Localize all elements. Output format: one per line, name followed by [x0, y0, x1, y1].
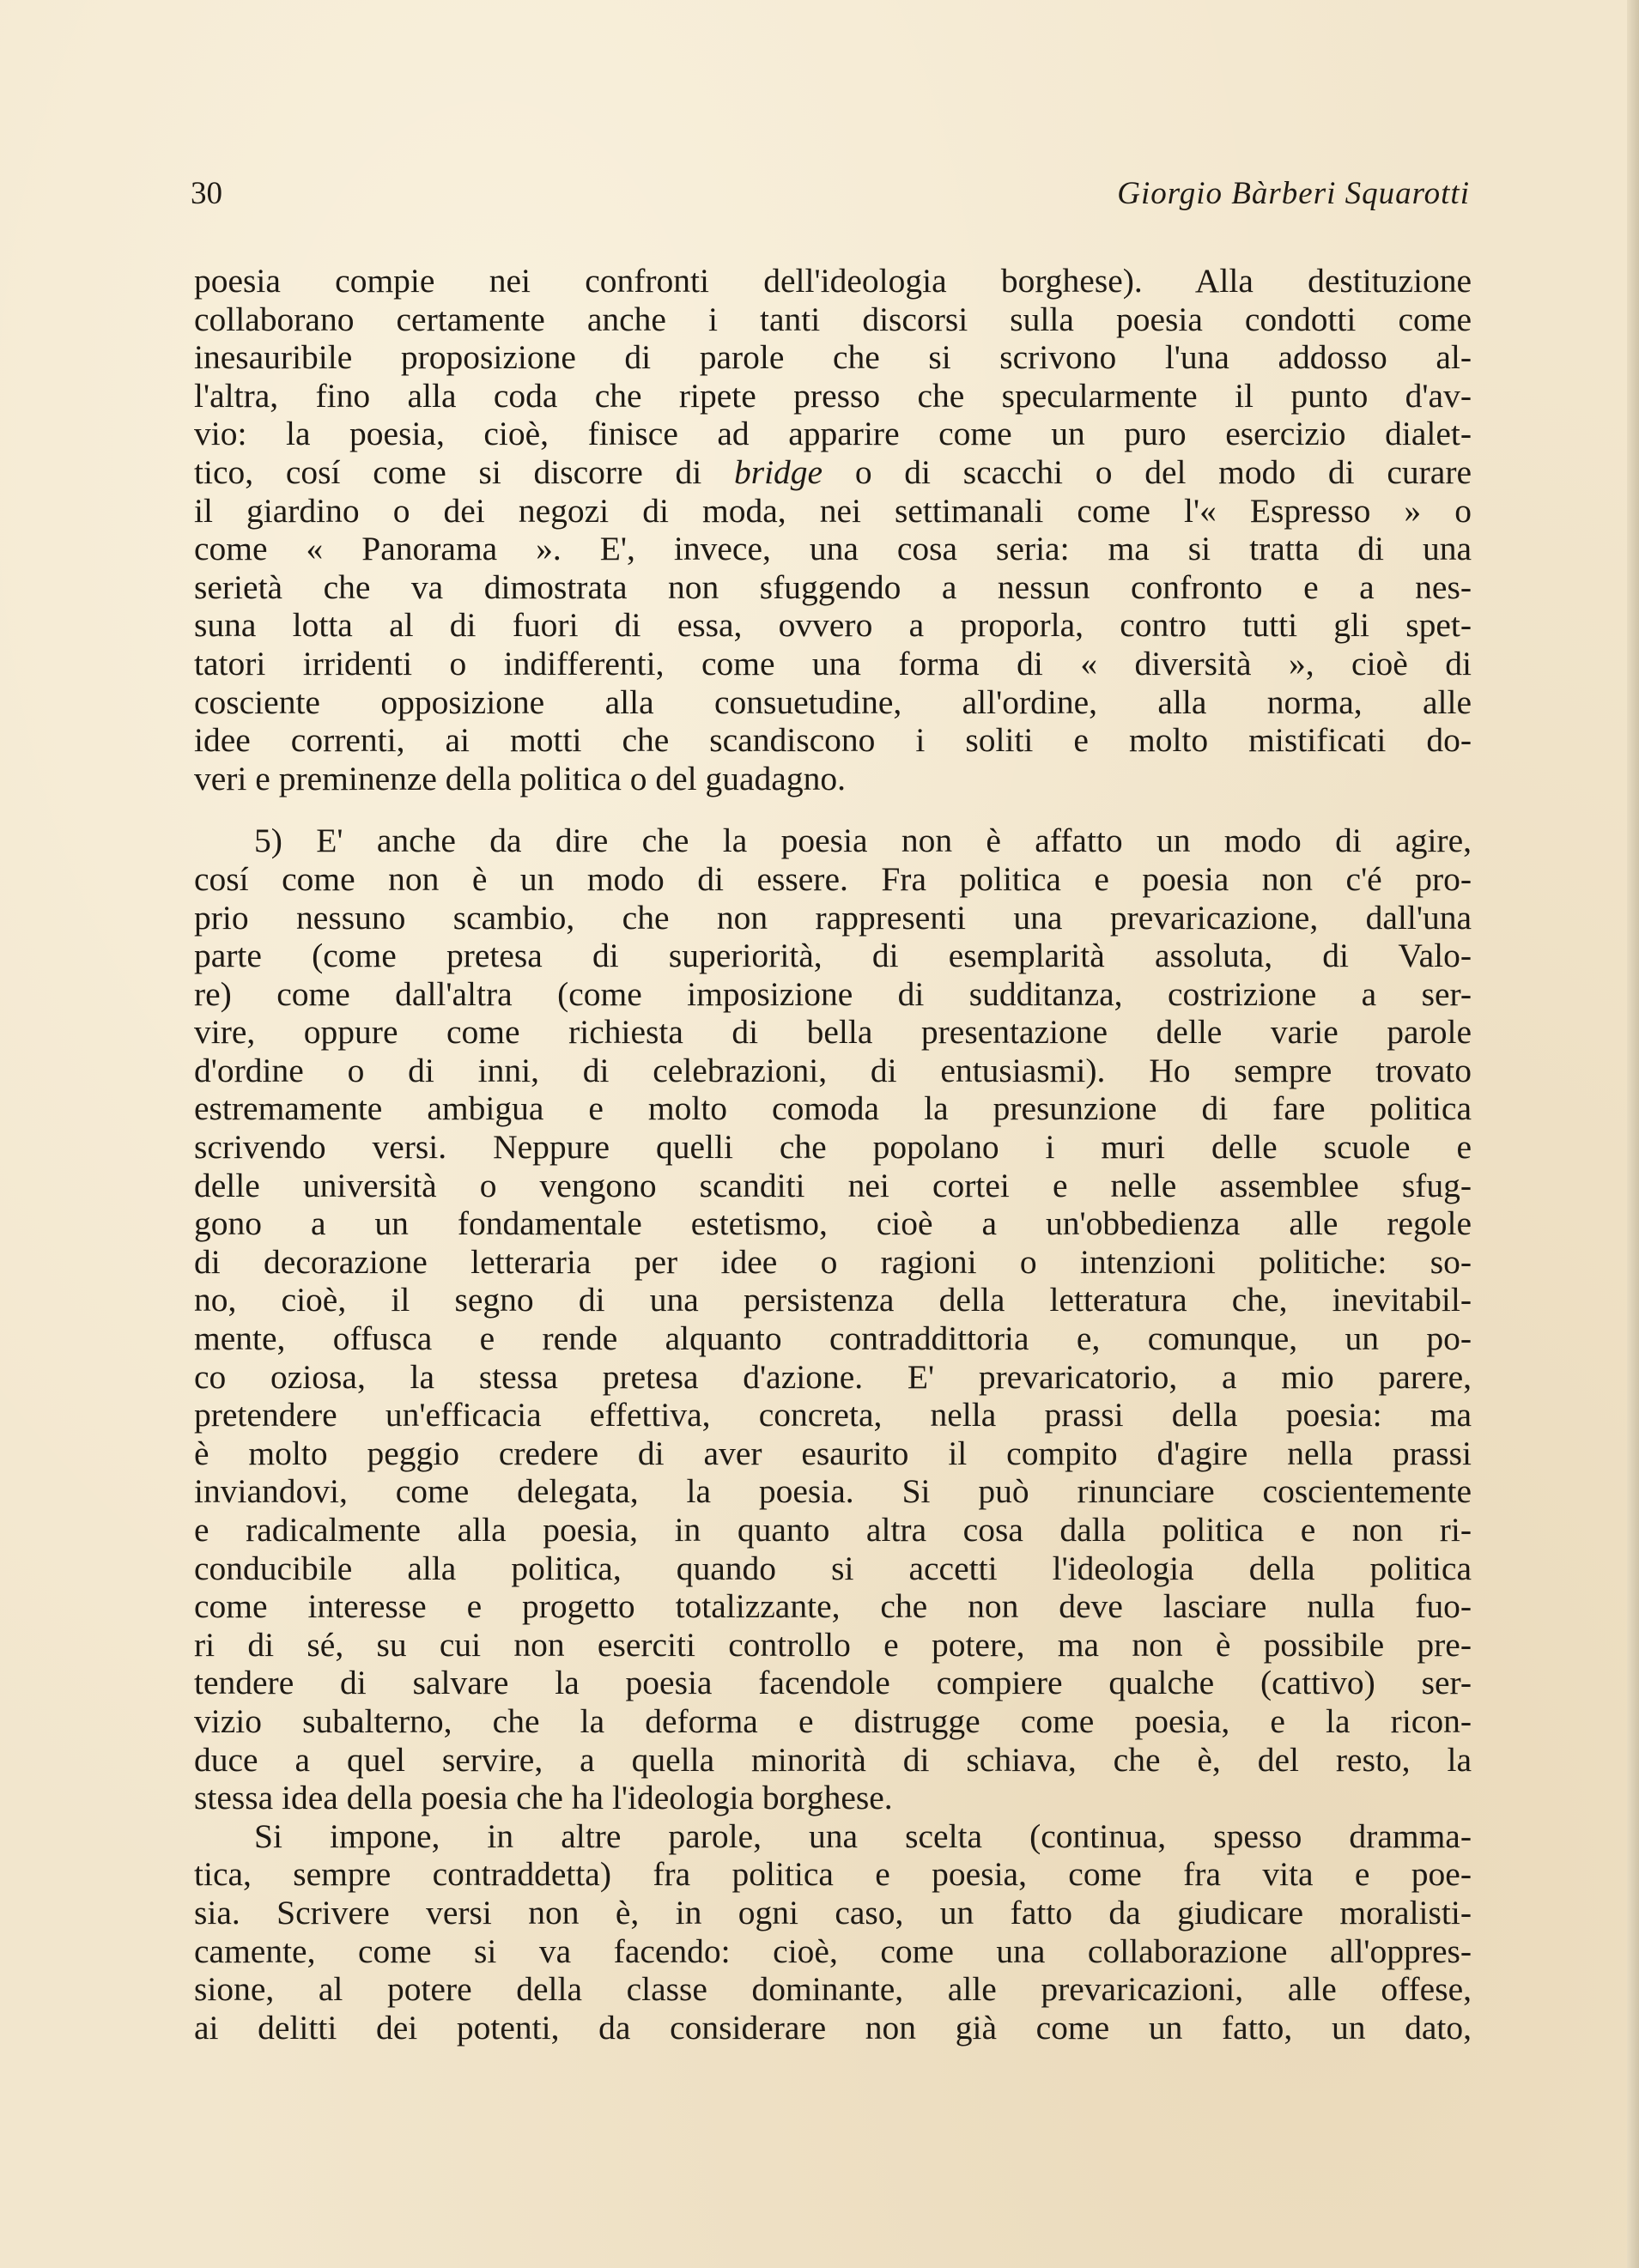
text-line: gono a un fondamentale estetismo, cioè a un'obbedienza alle regole — [194, 1204, 1472, 1243]
text-line: no, cioè, il segno di una persistenza della letteratura che, inevitabil- — [194, 1281, 1472, 1319]
text-line: tica, sempre contraddetta) fra politica e poesia, come fra vita e poe- — [194, 1855, 1472, 1894]
text-line: co oziosa, la stessa pretesa d'azione. E' prevaricatorio, a mio parere, — [194, 1357, 1472, 1396]
text-line: l'altra, fino alla coda che ripete presso che specularmente il punto d'av- — [194, 376, 1472, 415]
text-line: cosciente opposizione alla consuetudine, all'ordine, alla norma, alle — [194, 682, 1472, 721]
page-edge-shadow — [1627, 0, 1639, 2268]
paragraph-2 — [194, 822, 1472, 1816]
text-line: estremamente ambigua e molto comoda la presunzione di fare politica — [194, 1089, 1472, 1128]
text-line: come « Panorama ». E', invece, una cosa seria: ma si tratta di una — [194, 530, 1472, 568]
text-line: il giardino o dei negozi di moda, nei settimanali come l'« Espresso » o — [194, 491, 1472, 530]
text-line: camente, come si va facendo: cioè, come una collaborazione all'oppres- — [194, 1931, 1472, 1970]
text-line: re) come dall'altra (come imposizione di sudditanza, costrizione a ser- — [194, 974, 1472, 1013]
text-line: pretendere un'efficacia effettiva, concreta, nella prassi della poesia: ma — [194, 1396, 1472, 1434]
text-line: mente, offusca e rende alquanto contraddittoria e, comunque, un po- — [194, 1319, 1472, 1358]
text-line: ai delitti dei potenti, da considerare non già come un fatto, un dato, — [194, 2008, 1472, 2047]
text-line: Si impone, in altre parole, una scelta (continua, spesso dramma- — [254, 1816, 1472, 1855]
text-line: stessa idea della poesia che ha l'ideologia borghese. — [194, 1779, 893, 1817]
text-line: come interesse e progetto totalizzante, che non deve lasciare nulla fuo- — [194, 1587, 1472, 1626]
text-line: prio nessuno scambio, che non rappresenti una prevaricazione, dall'una — [194, 898, 1472, 937]
text-line: sione, al potere della classe dominante, alle prevaricazioni, alle offese, — [194, 1970, 1472, 2009]
text-line: cosí come non è un modo di essere. Fra politica e poesia non c'é pro- — [194, 859, 1472, 898]
text-line: tico, cosí come si discorre di bridge o di scacchi o del modo di curare — [194, 452, 1472, 491]
author-name: Giorgio Bàrberi Squarotti — [1117, 176, 1470, 211]
text-line: delle università o vengono scanditi nei cortei e nelle assemblee sfug- — [194, 1166, 1472, 1204]
text-line: suna lotta al di fuori di essa, ovvero a proporla, contro tutti gli spet- — [194, 606, 1472, 645]
text-line: serietà che va dimostrata non sfuggendo a nessun confronto e a nes- — [194, 567, 1472, 606]
text-line: di decorazione letteraria per idee o ragioni o intenzioni politiche: so- — [194, 1242, 1472, 1281]
text-line: idee correnti, ai motti che scandiscono i soliti e molto mistificati do- — [194, 721, 1472, 760]
text-line: duce a quel servire, a quella minorità di schiava, che è, del resto, la — [194, 1740, 1472, 1779]
paragraph-1 — [194, 262, 1472, 797]
text-line: è molto peggio credere di aver esaurito il compito d'agire nella prassi — [194, 1434, 1472, 1472]
text-line: scrivendo versi. Neppure quelli che popolano i muri delle scuole e — [194, 1128, 1472, 1167]
text-line: inviandovi, come delegata, la poesia. Si può rinunciare coscientemente — [194, 1472, 1472, 1511]
text-line: vizio subalterno, che la deforma e distrugge come poesia, e la ricon- — [194, 1701, 1472, 1740]
italic-term: bridge — [733, 452, 823, 491]
page-number: 30 — [191, 176, 222, 211]
text-line: veri e preminenze della politica o del guadagno. — [194, 759, 846, 797]
text-line: conducibile alla politica, quando si accetti l'ideologia della politica — [194, 1549, 1472, 1587]
body-text — [194, 262, 1472, 2047]
text-line: tendere di salvare la poesia facendole compiere qualche (cattivo) ser- — [194, 1664, 1472, 1702]
text-line: inesauribile proposizione di parole che si scrivono l'una addosso al- — [194, 338, 1472, 377]
paragraph-3 — [194, 1817, 1472, 2047]
paragraph-spacer — [194, 797, 1472, 822]
text-line: parte (come pretesa di superiorità, di esemplarità assoluta, di Valo- — [194, 937, 1472, 975]
text-line: d'ordine o di inni, di celebrazioni, di entusiasmi). Ho sempre trovato — [194, 1051, 1472, 1089]
running-head — [191, 170, 1470, 218]
text-line: vio: la poesia, cioè, finisce ad apparire come un puro esercizio dialet- — [194, 415, 1472, 453]
text-line: tatori irridenti o indifferenti, come una forma di « diversità », cioè di — [194, 644, 1472, 682]
text-line: poesia compie nei confronti dell'ideologia borghese). Alla destituzione — [194, 262, 1472, 300]
text-line: vire, oppure come richiesta di bella presentazione delle varie parole — [194, 1013, 1472, 1052]
text-line: collaborano certamente anche i tanti discorsi sulla poesia condotti come — [194, 300, 1472, 338]
text-line: sia. Scrivere versi non è, in ogni caso, un fatto da giudicare moralisti- — [194, 1893, 1472, 1931]
text-line: e radicalmente alla poesia, in quanto altra cosa dalla politica e non ri- — [194, 1511, 1472, 1549]
text-line: ri di sé, su cui non eserciti controllo e potere, ma non è possibile pre- — [194, 1625, 1472, 1664]
text-line: 5) E' anche da dire che la poesia non è affatto un modo di agire, — [254, 822, 1472, 860]
